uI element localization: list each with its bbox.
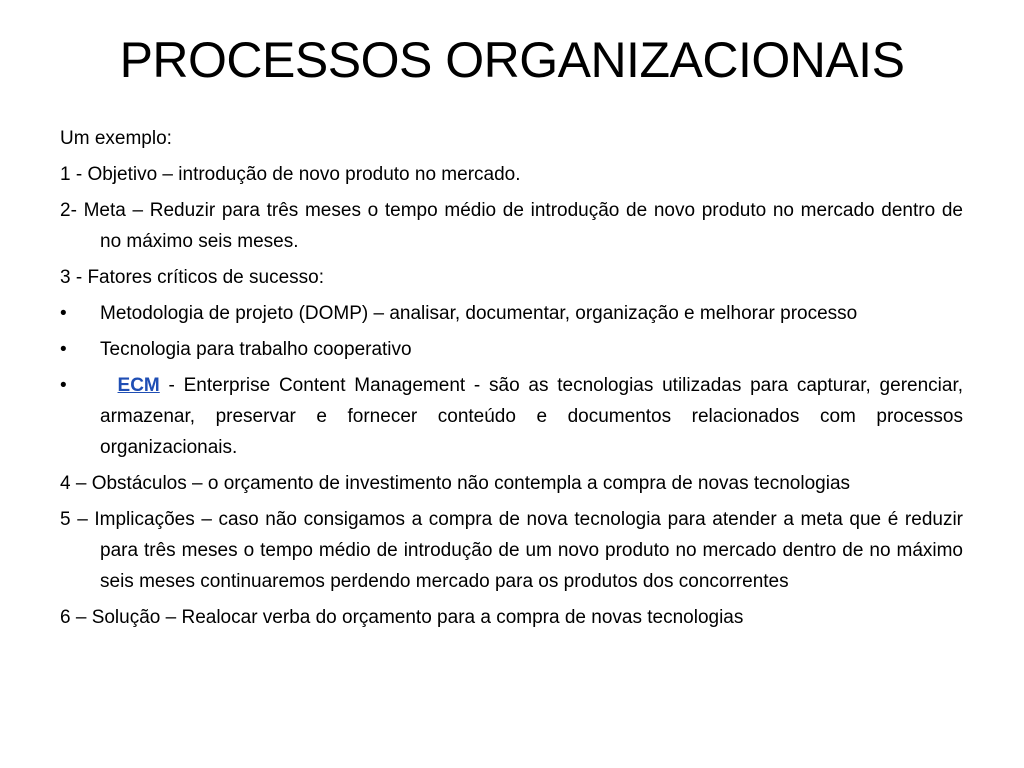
slide-title: PROCESSOS ORGANIZACIONAIS [119, 32, 905, 88]
bullet-metodologia [60, 298, 963, 329]
bullet-text: - Enterprise Content Management - são as tecnologias utilizadas para capturar, gerenciar, armazenar, preservar e fornecer conteúdo e documentos relacionados com processos organizacionais. [100, 375, 963, 458]
item-obstaculos: 4 – Obstáculos – o orçamento de investimento não contempla a compra de novas tecnologias [60, 473, 851, 494]
bullet-ecm-content [100, 375, 963, 458]
bullet-dot-icon: • [60, 303, 67, 324]
ecm-link[interactable]: ECM [117, 375, 160, 396]
item-meta: 2- Meta – Reduzir para três meses o tempo médio de introdução de novo produto no mercado dentro de no máximo seis meses. [60, 200, 963, 252]
slide-body [60, 123, 963, 638]
bullet-dot-icon: • [60, 339, 67, 360]
bullet-text: Tecnologia para trabalho cooperativo [100, 339, 412, 360]
item-solucao: 6 – Solução – Realocar verba do orçamento para a compra de novas tecnologias [60, 607, 744, 628]
bullet-text: Metodologia de projeto (DOMP) – analisar, documentar, organização e melhorar processo [100, 303, 858, 324]
bullet-tecnologia [60, 334, 963, 365]
item-objetivo: 1 - Objetivo – introdução de novo produto no mercado. [60, 164, 521, 185]
item-fatores: 3 - Fatores críticos de sucesso: [60, 267, 324, 288]
intro-text: Um exemplo: [60, 128, 172, 149]
item-implicacoes: 5 – Implicações – caso não consigamos a compra de nova tecnologia para atender a meta que é reduzir para três meses o tempo médio de introdução de um novo produto no mercado dentro de no máximo seis meses continuaremos perdendo mercado para os produtos dos concorrentes [60, 509, 963, 592]
bullet-dot-icon: • [60, 375, 67, 396]
bullet-ecm [60, 370, 963, 463]
